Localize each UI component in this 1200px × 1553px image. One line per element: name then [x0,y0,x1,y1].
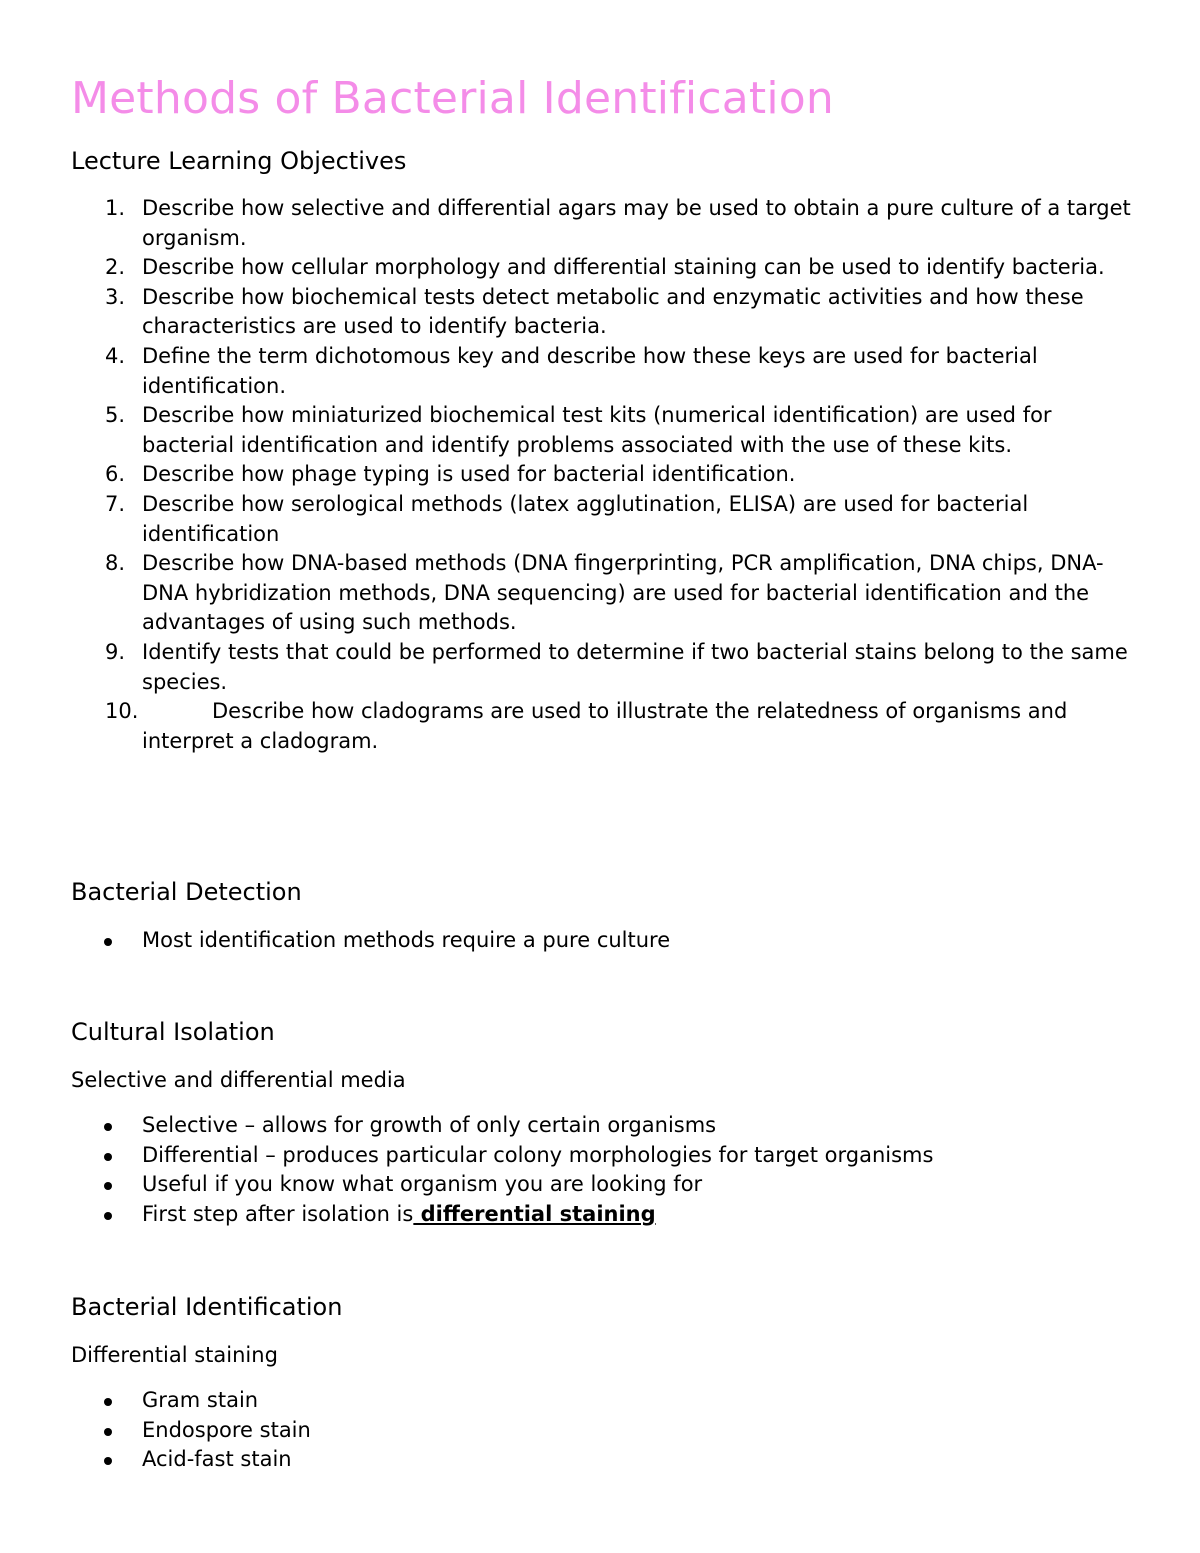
objective-item [0,490,1140,549]
list-item-text: Selective – allows for growth of only certain organisms [142,1113,717,1137]
bullet-icon [104,1398,112,1406]
objective-text: Describe how phage typing is used for bacterial identification. [142,462,796,487]
objective-text: Describe how biochemical tests detect metabolic and enzymatic activities and how these characteristics are used to identify bacteria. [142,284,1084,339]
bullet-icon [104,1428,112,1436]
objective-number: 9. [105,639,126,664]
objective-item [0,638,1140,697]
objective-text: Describe how serological methods (latex agglutination, ELISA) are used for bacterial identification [142,491,1029,546]
detection-heading: Bacterial Detection [71,878,302,906]
list-item [0,1200,1140,1230]
list-item [0,1386,1140,1416]
bullet-icon [104,938,112,946]
objective-text: Describe how selective and differential agars may be used to obtain a pure culture of a target organism. [142,196,1131,250]
objective-number: 1. [105,196,126,220]
objective-number: 6. [105,462,126,487]
bullet-icon [104,1123,112,1131]
objective-number: 2. [105,255,126,280]
isolation-list [0,1111,1140,1229]
objective-number: 4. [105,343,126,368]
objective-number: 5. [105,403,126,428]
list-item-text: Differential – produces particular colony morphologies for target organisms [142,1142,934,1167]
list-item [0,1170,1140,1200]
bullet-icon [104,1153,112,1161]
list-item-text: Most identification methods require a pure culture [142,928,671,952]
detection-list [0,926,1140,956]
objective-text: Define the term dichotomous key and describe how these keys are used for bacterial identification. [142,343,1038,398]
objective-item [0,194,1140,253]
objective-item [0,697,1140,756]
list-item [0,1445,1140,1475]
list-item [0,1141,1140,1171]
objective-item [0,342,1140,401]
objective-number: 10. [105,699,139,724]
objective-text: Identify tests that could be performed to determine if two bacterial stains belong to the same species. [142,639,1128,694]
list-item [0,1416,1140,1446]
objective-item [0,460,1140,490]
objective-item [0,283,1140,342]
bullet-icon [104,1212,112,1220]
isolation-heading: Cultural Isolation [71,1018,275,1046]
list-item-text: Useful if you know what organism you are looking for [142,1172,703,1197]
list-item-text: Endospore stain [142,1417,311,1442]
bullet-icon [104,1182,112,1190]
objective-text: Describe how miniaturized biochemical test kits (numerical identification) are used for bacterial identification and identify problems associated with the use of these kits. [142,403,1052,457]
objective-text: Describe how DNA-based methods (DNA fingerprinting, PCR amplification, DNA chips, DNA-DNA hybridization methods, DNA sequencing) are used for bacterial identification and the advantages of using such methods. [142,551,1104,635]
identification-heading: Bacterial Identification [71,1293,343,1321]
emphasis-text: differential staining [413,1201,656,1226]
objectives-heading: Lecture Learning Objectives [71,147,407,175]
bullet-icon [104,1457,112,1465]
objectives-list [0,194,1140,756]
objective-number: 7. [105,491,126,516]
objective-item [0,401,1140,460]
objective-number: 3. [105,284,126,309]
identification-subheading: Differential staining [71,1343,278,1367]
list-item-text: Acid-fast stain [142,1447,292,1472]
isolation-subheading: Selective and differential media [71,1068,406,1092]
objective-number: 8. [105,551,126,576]
list-item [0,926,1140,956]
list-item-text: First step after isolation is [142,1201,414,1226]
objective-item [0,549,1140,638]
identification-list [0,1386,1140,1475]
list-item-text: Gram stain [142,1388,259,1412]
list-item [0,1111,1140,1141]
objective-text: Describe how cladograms are used to illustrate the relatedness of organisms and interpret a cladogram. [142,699,1068,753]
objective-text: Describe how cellular morphology and differential staining can be used to identify bacteria. [142,255,1105,280]
objective-item [0,253,1140,283]
document-title: Methods of Bacterial Identification [71,73,834,124]
